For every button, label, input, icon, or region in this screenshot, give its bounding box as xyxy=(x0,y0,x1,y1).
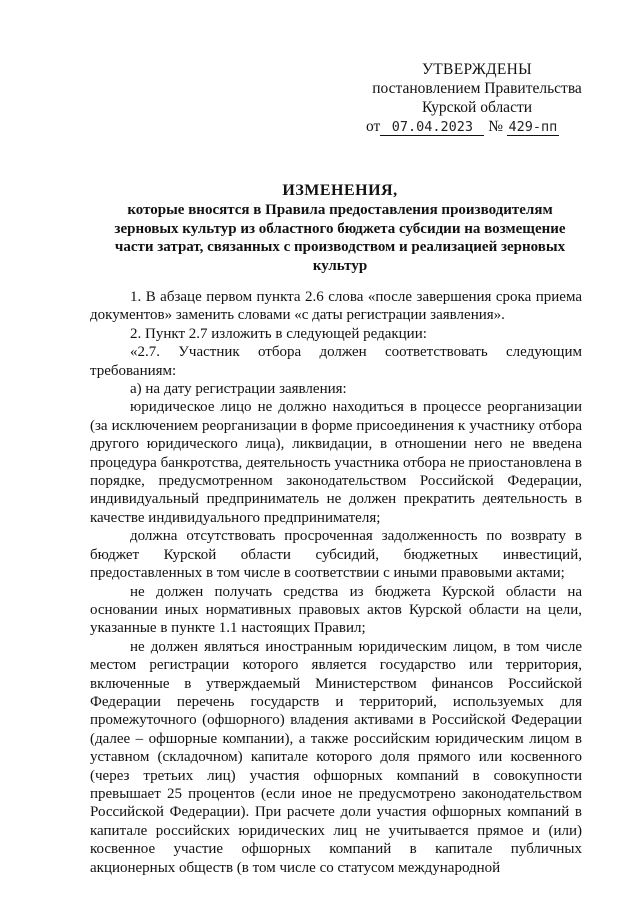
approval-stamp xyxy=(362,60,592,136)
document-subtitle: которые вносятся в Правила предоставления производителям зерновых культур из областного бюджета субсидии на возмещение части затрат, связанных с производством и реализацией зерновых культур xyxy=(114,202,566,274)
number-prefix: № xyxy=(488,118,503,135)
approval-line-1: постановлением Правительства xyxy=(372,80,582,97)
paragraph: не должен получать средства из бюджета Курской области на основании иных нормативных правовых актов Курской области на цели, указанные в пункте 1.1 настоящих Правил; xyxy=(90,583,582,637)
document-heading xyxy=(100,182,580,275)
paragraph: не должен являться иностранным юридическим лицом, в том числе местом регистрации которого является государство или территория, включенные в утверждаемый Министерством финансов Российской Федерации перечень государств и территорий, используемых для промежуточного (офшорного) владения активами в Российской Федерации (далее – офшорные компании), а также российским юридическим лицом в уставном (складочном) капитале которого доля прямого или косвенного (через третьих лиц) участия офшорных компаний в совокупности превышает 25 процентов (если иное не предусмотрено законодательством Российской Федерации). При расчете доли участия офшорных компаний в капитале российских юридических лиц не учитывается прямое и (или) косвенное участие офшорных компаний в капитале публичных акционерных обществ (в том числе со статусом международной xyxy=(90,638,582,876)
paragraph: юридическое лицо не должно находиться в процессе реорганизации (за исключением реорганизации в форме присоединения к участнику отбора другого юридического лица), ликвидации, в отношении него не введена процедура банкротства, деятельность участника отбора не приостановлена в порядке, предусмотренном законодательством Российской Федерации, индивидуальный предприниматель не должен прекратить деятельность в качестве индивидуального предпринимателя; xyxy=(90,399,582,526)
document-body xyxy=(90,288,582,877)
document-title: ИЗМЕНЕНИЯ, xyxy=(282,182,398,199)
approval-number: 429-пп xyxy=(508,119,558,135)
date-prefix: от xyxy=(366,118,381,135)
approval-date-row xyxy=(362,117,592,136)
paragraph: «2.7. Участник отбора должен соответствовать следующим требованиям: xyxy=(90,344,582,379)
paragraph: а) на дату регистрации заявления: xyxy=(130,381,347,398)
paragraph: 1. В абзаце первом пункта 2.6 слова «после завершения срока приема документов» заменить словами «с даты регистрации заявления». xyxy=(90,289,582,324)
approval-line-2: Курской области xyxy=(421,99,533,116)
paragraph: должна отсутствовать просроченная задолженность по возврату в бюджет Курской области субсидий, бюджетных инвестиций, предоставленных в том числе в соответствии с иными правовыми актами; xyxy=(90,528,582,582)
approval-date: 07.04.2023 xyxy=(380,119,484,136)
paragraph: 2. Пункт 2.7 изложить в следующей редакции: xyxy=(130,325,427,342)
approval-title: УТВЕРЖДЕНЫ xyxy=(422,61,532,78)
